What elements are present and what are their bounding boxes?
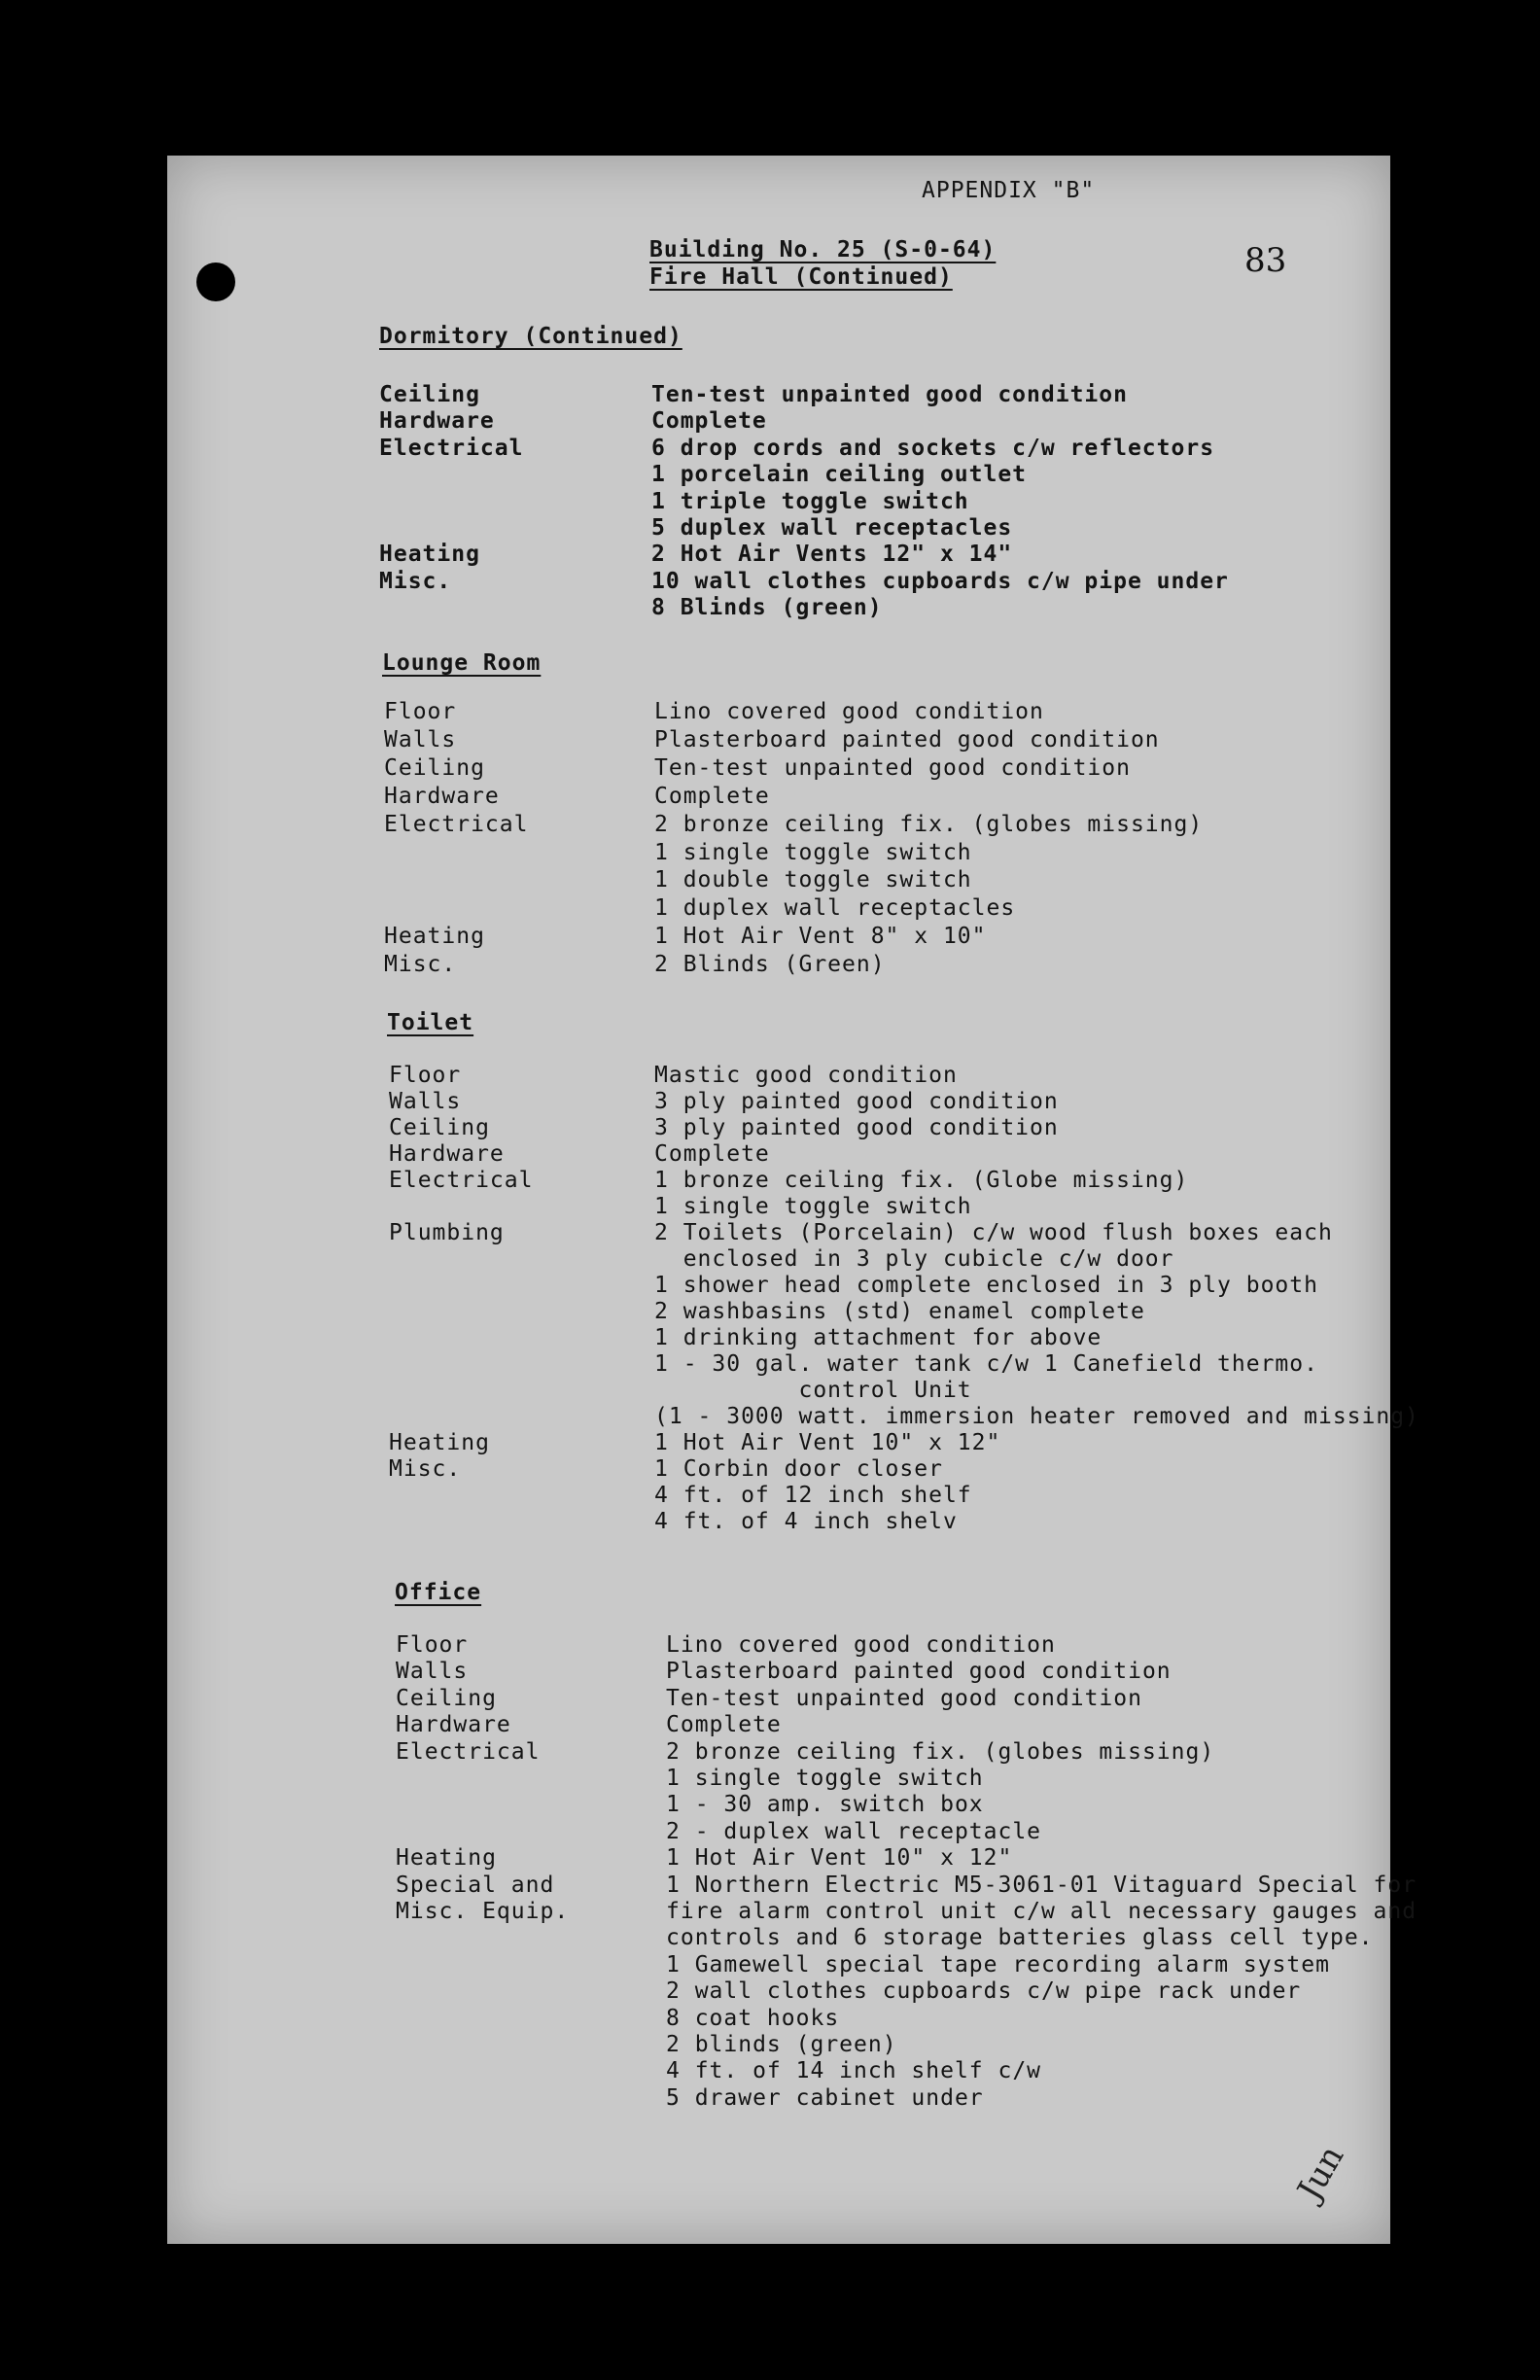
row-label: Hardware [396, 1712, 511, 1738]
row-value: 2 bronze ceiling fix. (globes missing) [654, 811, 1204, 837]
row-value: control Unit [654, 1378, 972, 1403]
handwritten-initials: Jun [1290, 2139, 1352, 2207]
row-value: 1 shower head complete enclosed in 3 ply booth [654, 1273, 1318, 1298]
row-value: 4 ft. of 14 inch shelf c/w [666, 2058, 1042, 2084]
section-title: Office [395, 1580, 482, 1605]
row-value: 1 Corbin door closer [654, 1456, 943, 1482]
row-label: Misc. [384, 952, 457, 978]
row-value: Ten-test unpainted good condition [651, 382, 1128, 407]
row-label: Hardware [379, 408, 495, 435]
row-value: 1 duplex wall receptacles [654, 895, 1016, 922]
row-value: 6 drop cords and sockets c/w reflectors [651, 435, 1215, 461]
row-value: Complete [666, 1712, 782, 1738]
row-label: Plumbing [389, 1220, 505, 1245]
row-label: Heating [384, 924, 485, 950]
row-value: 2 Hot Air Vents 12" x 14" [651, 542, 1013, 568]
row-label: Walls [389, 1089, 462, 1114]
row-value: Plasterboard painted good condition [654, 726, 1160, 752]
row-value: fire alarm control unit c/w all necessary gauges and [666, 1899, 1418, 1924]
building-title: Building No. 25 (S-0-64) [649, 237, 997, 262]
row-label: Electrical [379, 435, 524, 461]
row-label: Special and [396, 1872, 555, 1898]
row-label: Misc. Equip. [396, 1899, 570, 1924]
row-value: 1 Hot Air Vent 10" x 12" [666, 1845, 1013, 1872]
row-label: Electrical [389, 1168, 534, 1193]
page-number: 83 [1244, 241, 1287, 280]
row-value: 8 Blinds (green) [651, 595, 883, 621]
row-label: Floor [389, 1063, 462, 1088]
row-value: 5 duplex wall receptacles [651, 515, 1013, 541]
row-value: Lino covered good condition [666, 1632, 1056, 1658]
row-value: 2 Blinds (Green) [654, 952, 886, 978]
row-value: 5 drawer cabinet under [666, 2084, 984, 2111]
row-value: 1 triple toggle switch [651, 488, 969, 514]
row-label: Ceiling [384, 754, 485, 781]
section-title: Lounge Room [382, 650, 542, 676]
row-label: Heating [379, 542, 480, 568]
row-value: 1 - 30 amp. switch box [666, 1792, 984, 1818]
row-value: Complete [651, 408, 767, 435]
row-value: Plasterboard painted good condition [666, 1659, 1172, 1685]
row-value: 2 wall clothes cupboards c/w pipe rack under [666, 1978, 1302, 2005]
row-label: Heating [396, 1845, 497, 1872]
row-value: 1 drinking attachment for above [654, 1325, 1102, 1350]
row-value: 1 double toggle switch [654, 867, 972, 893]
row-value: 2 washbasins (std) enamel complete [654, 1299, 1145, 1324]
row-value: 3 ply painted good condition [654, 1089, 1059, 1114]
row-value: Complete [654, 1141, 770, 1167]
row-value: enclosed in 3 ply cubicle c/w door [654, 1246, 1174, 1272]
row-label: Hardware [389, 1141, 505, 1167]
row-label: Floor [384, 699, 457, 724]
row-value: 1 porcelain ceiling outlet [651, 462, 1028, 488]
row-value: controls and 6 storage batteries glass cell type. [666, 1925, 1374, 1951]
row-label: Misc. [389, 1456, 462, 1482]
row-label: Floor [396, 1632, 469, 1658]
row-value: 2 Toilets (Porcelain) c/w wood flush boxes each [654, 1220, 1333, 1245]
row-label: Ceiling [379, 382, 480, 407]
row-value: 1 Gamewell special tape recording alarm system [666, 1951, 1330, 1978]
row-label: Walls [396, 1659, 469, 1685]
building-subtitle: Fire Hall (Continued) [649, 264, 953, 290]
row-label: Ceiling [396, 1685, 497, 1711]
row-value: 2 blinds (green) [666, 2032, 897, 2057]
row-value: 1 Northern Electric M5-3061-01 Vitaguard Special for [666, 1872, 1418, 1898]
row-value: 8 coat hooks [666, 2005, 840, 2031]
row-value: Ten-test unpainted good condition [666, 1685, 1142, 1711]
row-label: Hardware [384, 783, 500, 809]
row-value: 4 ft. of 4 inch shelv [654, 1509, 958, 1534]
row-value: 1 Hot Air Vent 10" x 12" [654, 1430, 1001, 1455]
appendix-label: APPENDIX "B" [922, 178, 1096, 203]
row-value: Ten-test unpainted good condition [654, 754, 1131, 781]
row-label: Walls [384, 726, 457, 752]
row-label: Electrical [384, 811, 529, 837]
row-value: 2 - duplex wall receptacle [666, 1818, 1042, 1844]
row-value: Lino covered good condition [654, 699, 1044, 724]
row-value: 10 wall clothes cupboards c/w pipe under [651, 568, 1229, 594]
row-value: 1 - 30 gal. water tank c/w 1 Canefield thermo. [654, 1351, 1318, 1377]
row-value: 3 ply painted good condition [654, 1115, 1059, 1140]
row-label: Misc. [379, 568, 452, 594]
row-value: 1 single toggle switch [654, 839, 972, 865]
row-label: Electrical [396, 1738, 541, 1765]
row-value: 1 single toggle switch [666, 1766, 984, 1791]
row-value: (1 - 3000 watt. immersion heater removed and missing) [654, 1404, 1419, 1429]
row-value: 1 single toggle switch [654, 1194, 972, 1219]
row-value: 4 ft. of 12 inch shelf [654, 1483, 972, 1508]
row-value: 1 Hot Air Vent 8" x 10" [654, 924, 987, 950]
row-label: Heating [389, 1430, 490, 1455]
section-title: Dormitory (Continued) [379, 324, 682, 349]
punch-hole [196, 262, 235, 301]
row-value: 2 bronze ceiling fix. (globes missing) [666, 1738, 1215, 1765]
row-label: Ceiling [389, 1115, 490, 1140]
row-value: 1 bronze ceiling fix. (Globe missing) [654, 1168, 1189, 1193]
row-value: Mastic good condition [654, 1063, 958, 1088]
section-title: Toilet [387, 1010, 474, 1035]
row-value: Complete [654, 783, 770, 809]
